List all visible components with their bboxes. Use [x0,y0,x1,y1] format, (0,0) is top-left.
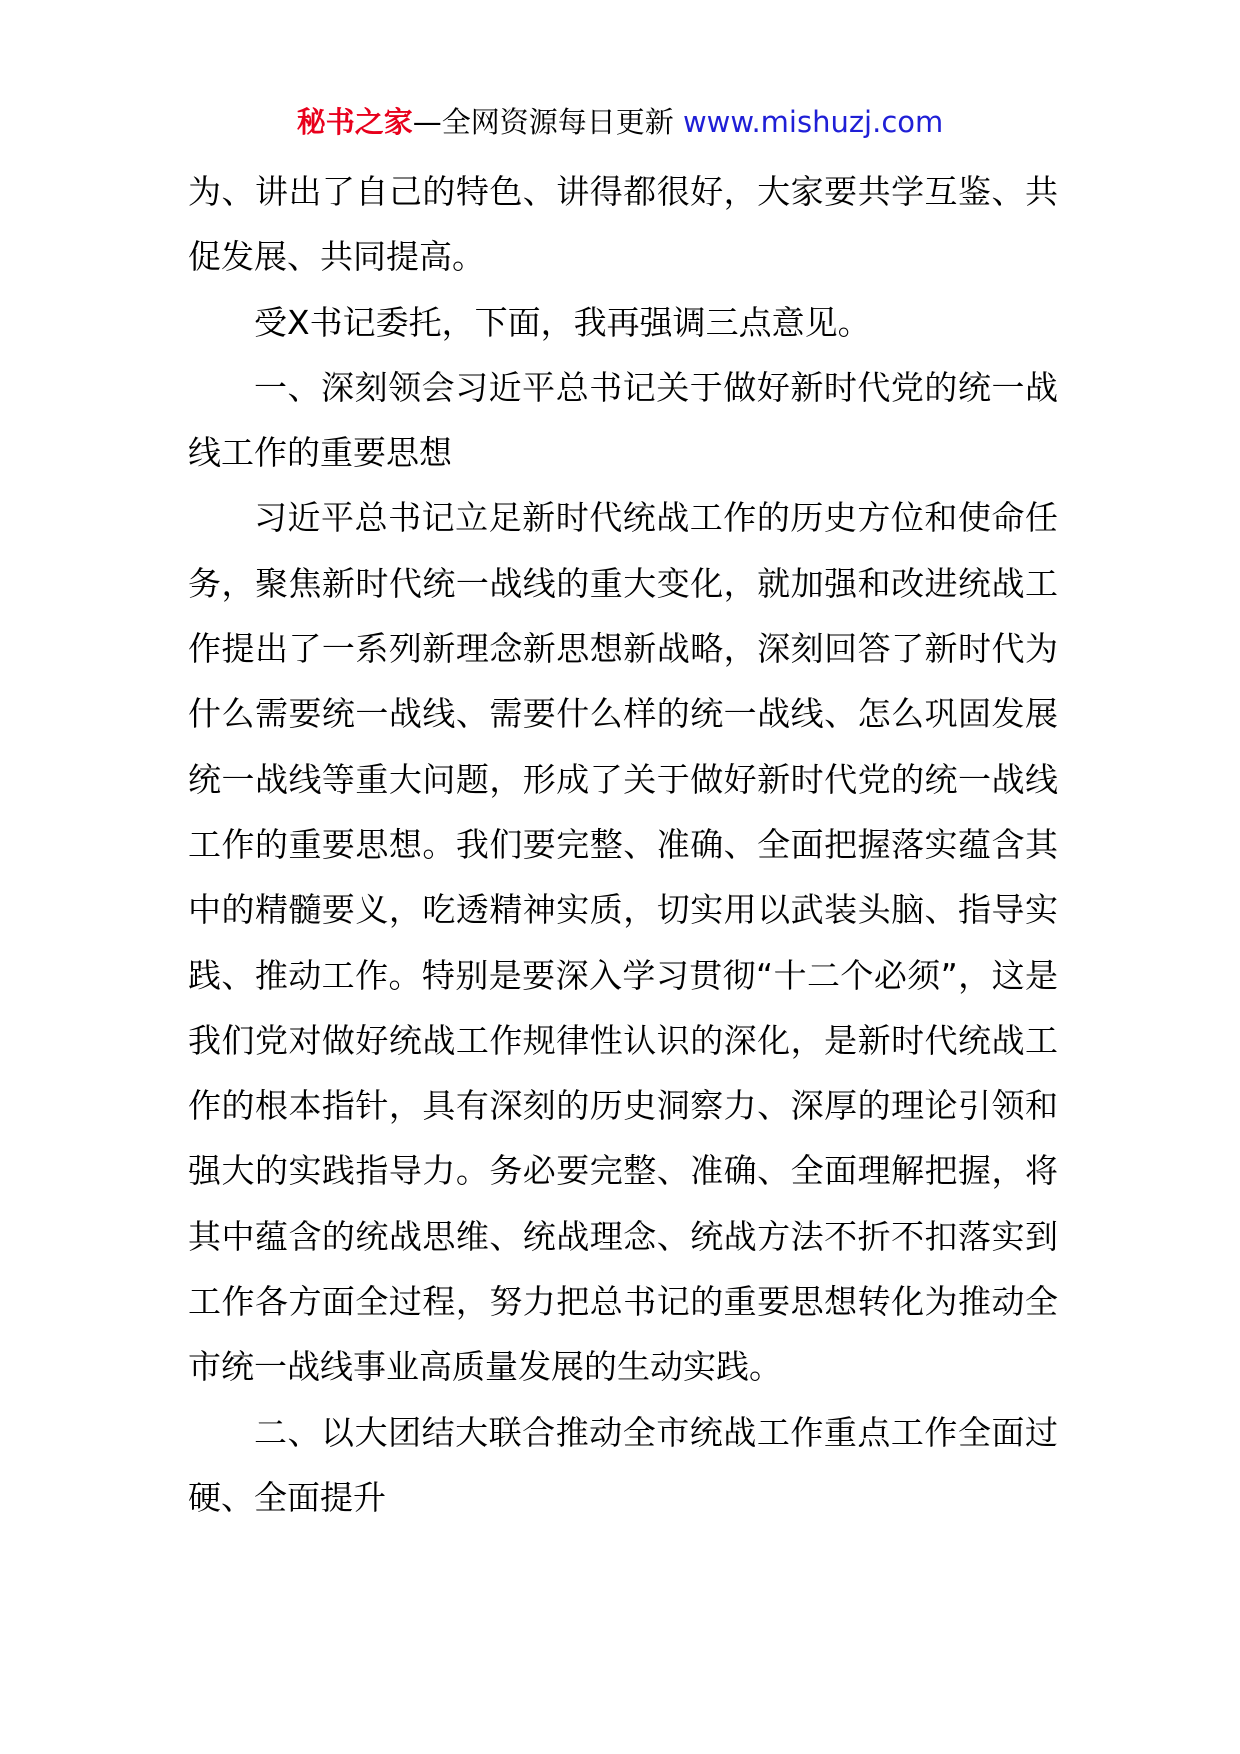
paragraph-intro: 受X书记委托，下面，我再强调三点意见。 [254,302,871,342]
paragraph-continuation: 为、讲出了自己的特色、讲得都很好，大家要共学互鉴、共促发展、共同提高。 [188,172,1058,277]
page-header [0,100,1240,144]
section-heading-1: 一、深刻领会习近平总书记关于做好新时代党的统一战线工作的重要思想 [188,367,1058,473]
section-heading-2: 二、以大团结大联合推动全市统战工作重点工作全面过硬、全面提升 [188,1412,1058,1517]
document-body [188,159,1058,1530]
website-link[interactable]: www.mishuzj.com [682,105,944,139]
brand-name: 秘书之家 [296,105,413,139]
header-tagline: —全网资源每日更新 [412,105,683,139]
paragraph-section-1: 习近平总书记立足新时代统战工作的历史方位和使命任务，聚焦新时代统一战线的重大变化，就加强和改进统战工作提出了一系列新理念新思想新战略，深刻回答了新时代为什么需要统一战线、需要什么样的统一战线、怎么巩固发展统一战线等重大问题，形成了关于做好新时代党的统一战线工作的重要思想。我们要完整、准确、全面把握落实蕴含其中的精髓要义，吃透精神实质，切实用以武装头脑、指导实践、推动工作。特别是要深入学习贯彻“十二个必须”，这是我们党对做好统战工作规律性认识的深化，是新时代统战工作的根本指针，具有深刻的历史洞察力、深厚的理论引领和强大的实践指导力。务必要完整、准确、全面理解把握，将其中蕴含的统战思维、统战理念、统战方法不折不扣落实到工作各方面全过程，努力把总书记的重要思想转化为推动全市统一战线事业高质量发展的生动实践。 [188,498,1058,1387]
